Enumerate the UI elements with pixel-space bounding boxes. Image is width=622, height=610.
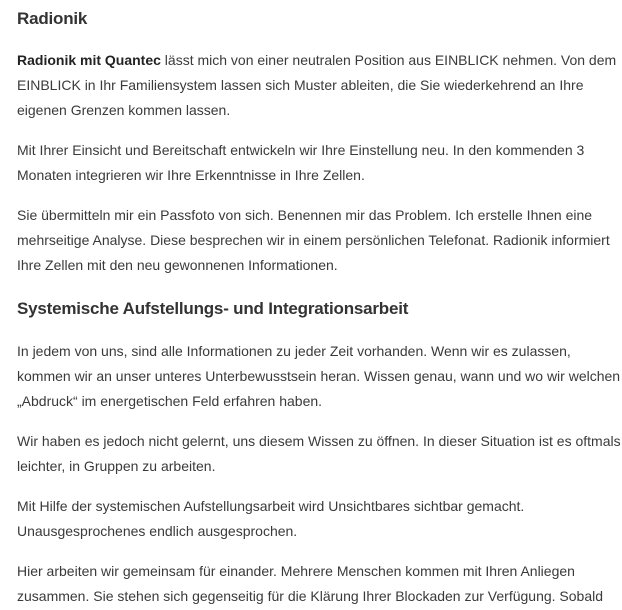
radionik-paragraph-1-text: lässt mich von einer neutralen Position aus EINBLICK nehmen. Von dem EINBLICK in Ihr Familiensystem lassen sich Muster ableiten, die Sie wiederkehrend an Ihre eigenen Grenzen kommen lassen. — [17, 52, 617, 118]
radionik-heading: Radionik — [17, 9, 88, 28]
radionik-paragraph-3: Sie übermitteln mir ein Passfoto von sich. Benennen mir das Problem. Ich erstelle Ihnen eine mehrseitige Analyse. Diese besprechen wir in einem persönlichen Telefonat. Radionik informiert Ihre Zellen mit den neu gewonnenen Informationen. — [17, 207, 610, 273]
radionik-paragraph-1 — [17, 48, 621, 123]
radionik-paragraph-2: Mit Ihrer Einsicht und Bereitschaft entwickeln wir Ihre Einstellung neu. In den kommenden 3 Monaten integrieren wir Ihre Erkenntnisse in Ihre Zellen. — [17, 142, 585, 183]
radionik-quantec-bold: Radionik mit Quantec — [17, 52, 161, 68]
systemic-paragraph-2: Wir haben es jedoch nicht gelernt, uns diesem Wissen zu öffnen. In dieser Situation ist es oftmals leichter, in Gruppen zu arbeiten. — [17, 433, 621, 474]
systemic-paragraph-3: Mit Hilfe der systemischen Aufstellungsarbeit wird Unsichtbares sichtbar gemacht. Unausgesprochenes endlich ausgesprochen. — [17, 498, 525, 539]
systemic-paragraph-1: In jedem von uns, sind alle Informationen zu jeder Zeit vorhanden. Wenn wir es zulassen, kommen wir an unser unteres Unterbewusstsein heran. Wissen genau, wann und wo wir welchen „Abdruck“ im energetischen Feld erfahren haben. — [17, 343, 621, 409]
systemic-paragraph-4: Hier arbeiten wir gemeinsam für einander. Mehrere Menschen kommen mit Ihren Anliegen zusammen. Sie stehen sich gegenseitig für die Klärung Ihrer Blockaden zur Verfügung. Sobald — [17, 563, 604, 604]
systemic-heading: Systemische Aufstellungs- und Integrationsarbeit — [17, 299, 409, 318]
